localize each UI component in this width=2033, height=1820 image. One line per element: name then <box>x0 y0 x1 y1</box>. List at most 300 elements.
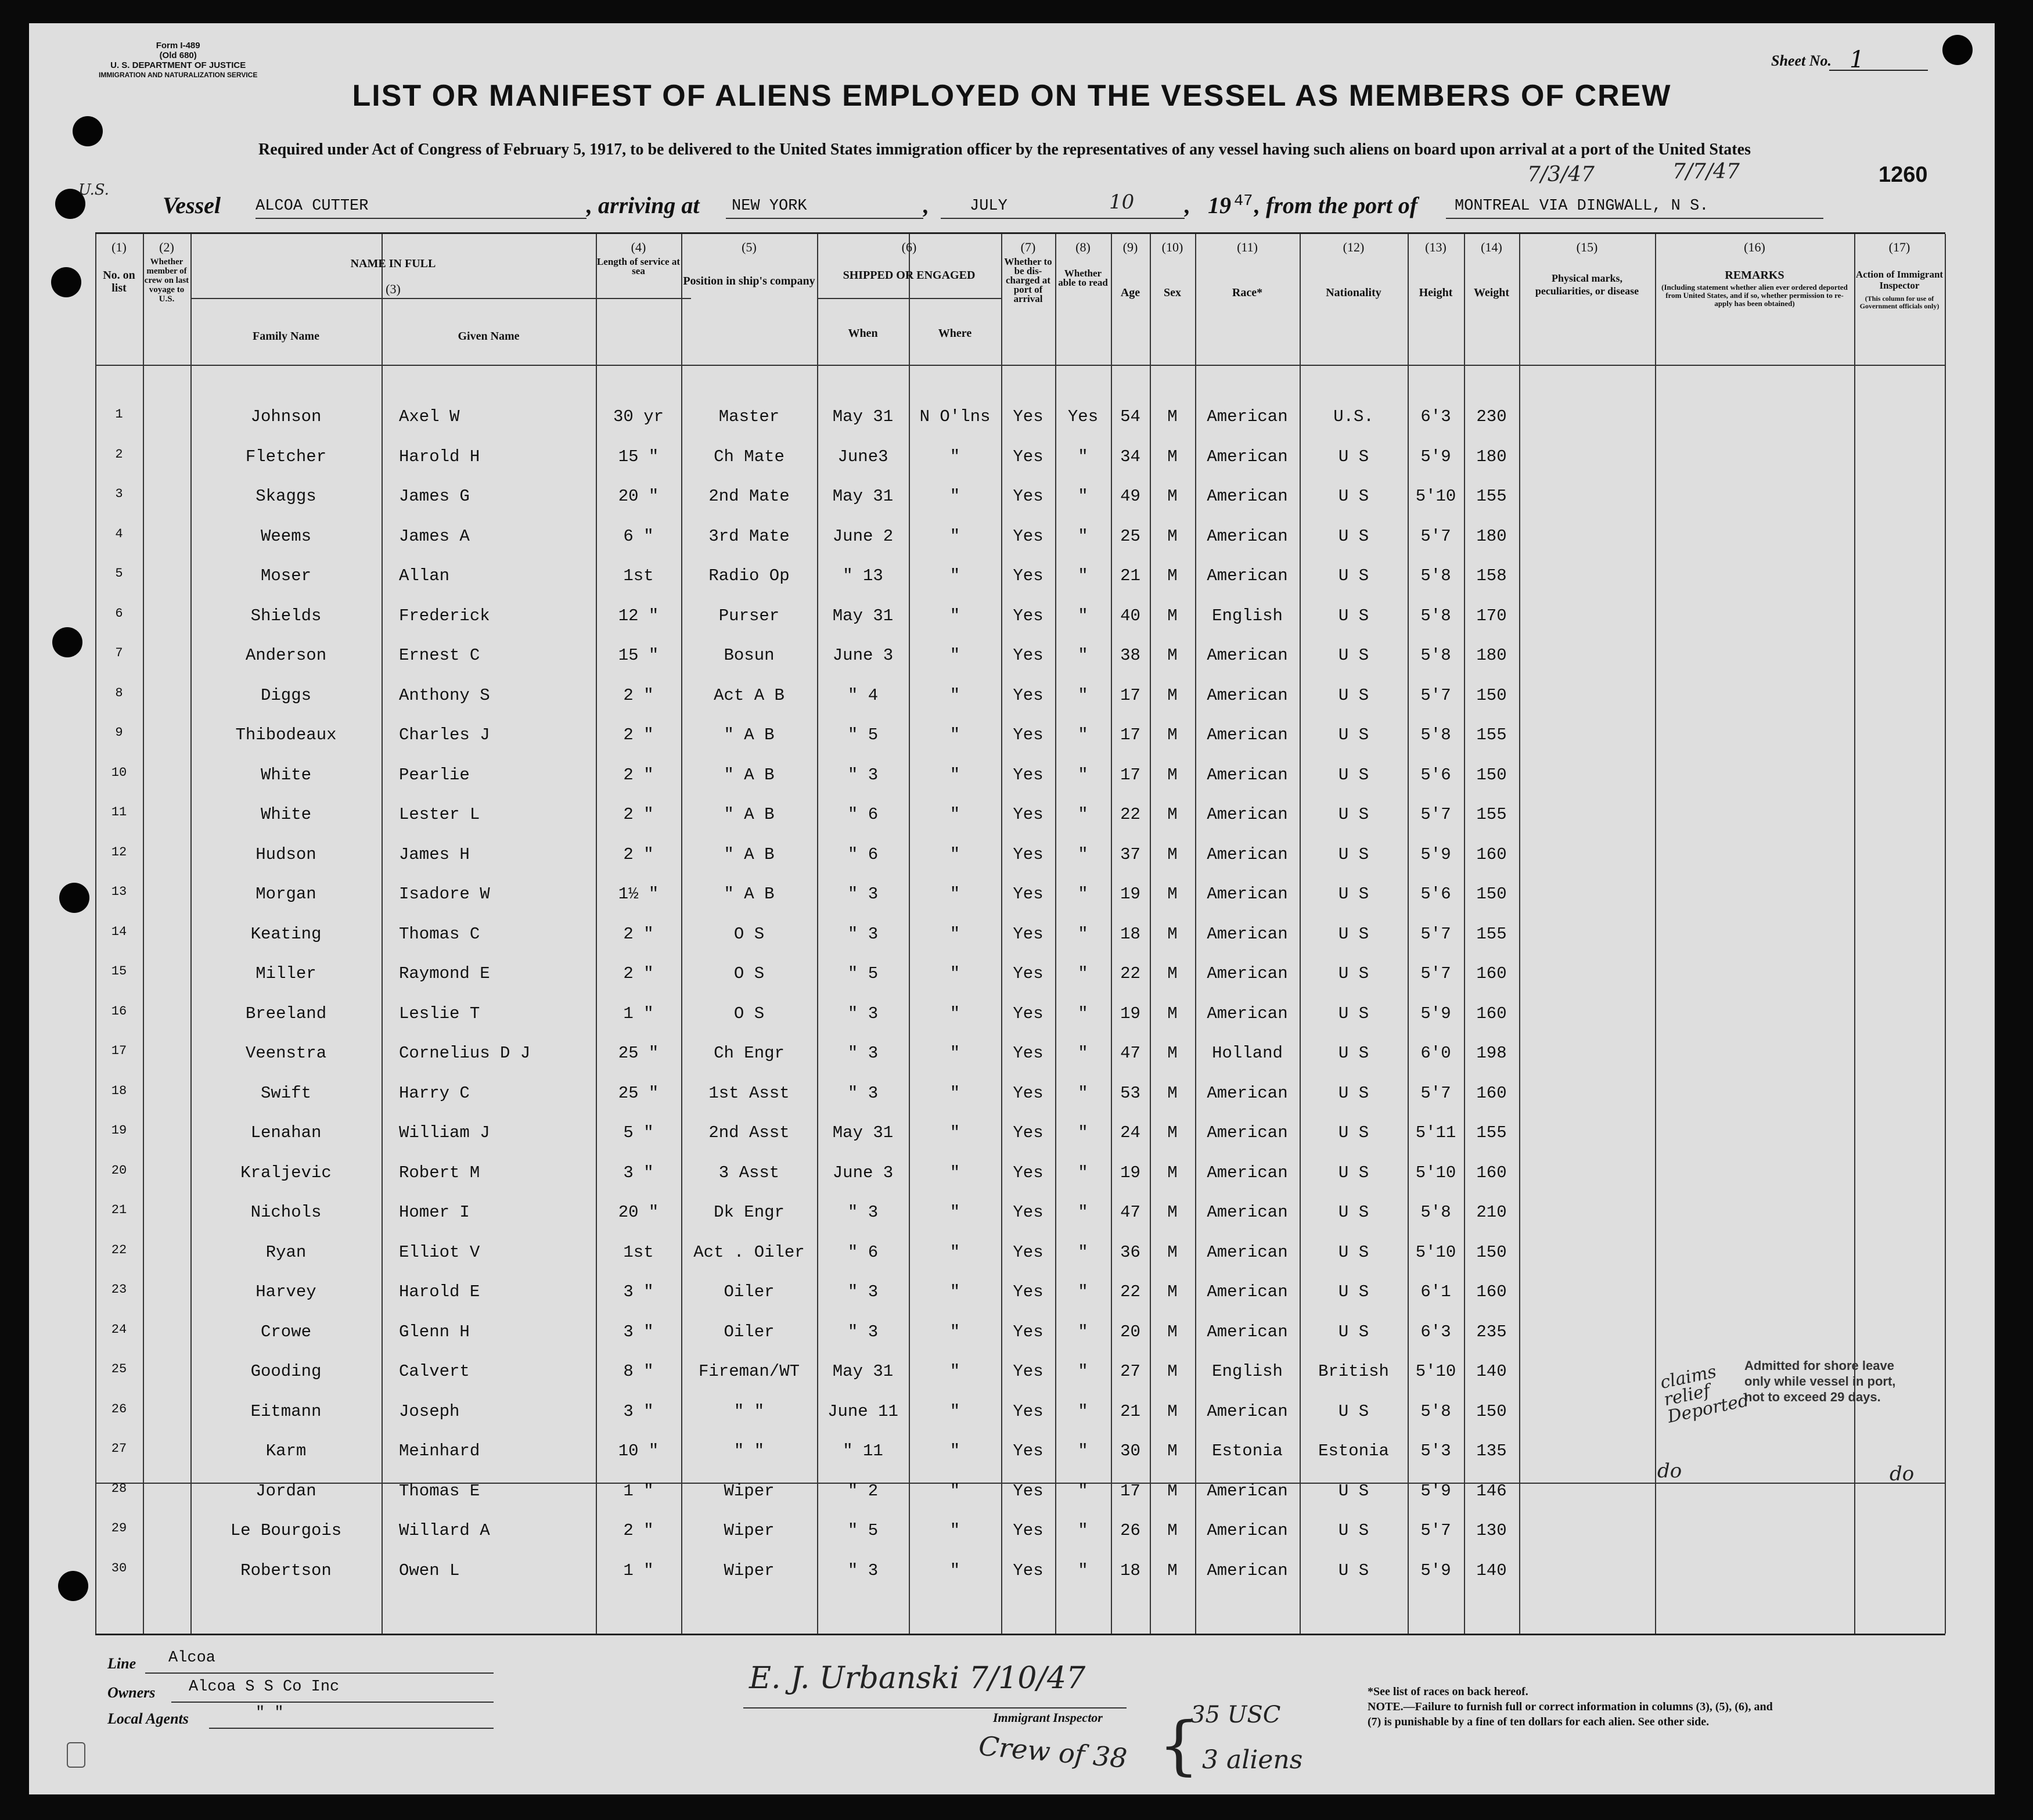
cell-race: American <box>1207 1560 1288 1580</box>
cell-family: Hudson <box>256 844 316 864</box>
cell-race: English <box>1212 1362 1283 1381</box>
table-row <box>95 800 1945 840</box>
cell-no: 12 <box>111 844 127 859</box>
cell-disch: Yes <box>1013 1083 1044 1103</box>
cell-race: American <box>1207 526 1288 546</box>
cell-race: American <box>1207 1521 1288 1540</box>
cell-given: Harold E <box>399 1282 480 1301</box>
cell-weight: 146 <box>1476 1481 1507 1501</box>
cell-where: " <box>949 566 960 585</box>
table-row <box>95 1079 1945 1119</box>
cell-sex: M <box>1167 1123 1178 1142</box>
cell-no: 1 <box>115 407 123 422</box>
cell-disch: Yes <box>1013 1322 1044 1341</box>
cell-family: Swift <box>260 1083 311 1103</box>
cell-weight: 230 <box>1476 407 1507 426</box>
header-nationality: Nationality <box>1326 286 1381 299</box>
cell-family: Nichols <box>250 1203 322 1222</box>
from-port: MONTREAL VIA DINGWALL, N S. <box>1455 197 1709 215</box>
header-sex: Sex <box>1164 286 1181 299</box>
cell-height: 5'8 <box>1420 1401 1451 1421</box>
cell-age: 21 <box>1120 566 1140 585</box>
cell-where: " <box>949 1123 960 1142</box>
cell-read: " <box>1078 1003 1088 1023</box>
header-remarks: REMARKS <box>1725 269 1784 282</box>
cell-disch: Yes <box>1013 1521 1044 1540</box>
cell-nat: U S <box>1338 526 1369 546</box>
cell-nat: U S <box>1338 1481 1369 1501</box>
cell-given: Lester L <box>399 805 480 824</box>
cell-height: 5'10 <box>1415 1362 1456 1381</box>
cell-race: American <box>1207 884 1288 904</box>
cell-where: " <box>949 1481 960 1501</box>
agents-value: " " <box>256 1704 284 1722</box>
cell-no: 18 <box>111 1083 127 1098</box>
cell-read: " <box>1078 884 1088 904</box>
cell-position: " A B <box>724 725 775 744</box>
cell-height: 5'7 <box>1420 1521 1451 1540</box>
cell-no: 23 <box>111 1282 127 1297</box>
cell-height: 6'3 <box>1420 407 1451 426</box>
cell-race: American <box>1207 924 1288 944</box>
punch-hole <box>1942 35 1973 65</box>
cell-no: 19 <box>111 1123 127 1138</box>
cell-disch: Yes <box>1013 1362 1044 1381</box>
cell-height: 5'7 <box>1420 805 1451 824</box>
cell-position: " " <box>733 1401 765 1421</box>
cell-nat: U S <box>1338 606 1369 625</box>
cell-where: " <box>949 646 960 665</box>
cell-age: 30 <box>1120 1441 1140 1461</box>
table-row <box>95 999 1945 1040</box>
cell-age: 18 <box>1120 924 1140 944</box>
cell-age: 22 <box>1120 805 1140 824</box>
cell-height: 5'7 <box>1420 964 1451 983</box>
cell-race: American <box>1207 487 1288 506</box>
cell-position: Oiler <box>724 1282 775 1301</box>
cell-read: " <box>1078 646 1088 665</box>
punch-hole <box>59 883 89 913</box>
cell-where: " <box>949 1362 960 1381</box>
cell-height: 5'8 <box>1420 566 1451 585</box>
owners-value: Alcoa S S Co Inc <box>189 1678 340 1696</box>
cell-when: " 5 <box>847 1521 879 1540</box>
cell-age: 19 <box>1120 1163 1140 1182</box>
cell-service: 25 " <box>618 1044 659 1063</box>
cell-no: 3 <box>115 487 123 501</box>
cell-given: Owen L <box>399 1560 460 1580</box>
cell-age: 17 <box>1120 1481 1140 1501</box>
table-row <box>95 641 1945 681</box>
cell-service: 10 " <box>618 1441 659 1461</box>
cell-sex: M <box>1167 1044 1178 1063</box>
col-number: (16) <box>1744 240 1765 254</box>
punch-hole <box>73 116 103 146</box>
cell-no: 7 <box>115 646 123 660</box>
cell-height: 5'8 <box>1420 1203 1451 1222</box>
ditto-action: do <box>1890 1462 1915 1486</box>
cell-service: 1 " <box>623 1560 654 1580</box>
cell-position: Ch Mate <box>714 447 785 466</box>
owners-label: Owners <box>107 1684 156 1701</box>
table-row <box>95 602 1945 642</box>
cell-read: Yes <box>1067 407 1099 426</box>
cell-family: White <box>260 805 311 824</box>
cell-where: " <box>949 447 960 466</box>
cell-no: 11 <box>111 805 127 819</box>
cell-race: Holland <box>1212 1044 1283 1063</box>
header-when: When <box>848 327 878 340</box>
cell-read: " <box>1078 526 1088 546</box>
col-number: (14) <box>1481 240 1502 254</box>
cell-read: " <box>1078 725 1088 744</box>
cell-where: " <box>949 1163 960 1182</box>
cell-nat: U S <box>1338 884 1369 904</box>
arrival-port: NEW YORK <box>732 197 807 215</box>
cell-race: American <box>1207 407 1288 426</box>
table-row <box>95 1516 1945 1556</box>
table-row <box>95 1278 1945 1318</box>
cell-nat: U S <box>1338 844 1369 864</box>
cell-sex: M <box>1167 884 1178 904</box>
col-number: (7) <box>1020 240 1036 254</box>
cell-no: 13 <box>111 884 127 899</box>
cell-read: " <box>1078 447 1088 466</box>
cell-no: 5 <box>115 566 123 581</box>
cell-race: American <box>1207 844 1288 864</box>
header-where: Where <box>938 327 972 340</box>
cell-when: " 6 <box>847 805 879 824</box>
cell-where: " <box>949 725 960 744</box>
form-number: Form I-489 <box>156 41 200 51</box>
cell-family: Karm <box>265 1441 307 1461</box>
cell-race: American <box>1207 1003 1288 1023</box>
cell-where: " <box>949 1203 960 1222</box>
col-number: (12) <box>1343 240 1365 254</box>
cell-given: Willard A <box>399 1521 490 1540</box>
cell-when: " 5 <box>847 964 879 983</box>
cell-where: " <box>949 884 960 904</box>
cell-race: American <box>1207 725 1288 744</box>
cell-race: American <box>1207 1322 1288 1341</box>
cell-sex: M <box>1167 805 1178 824</box>
cell-no: 9 <box>115 725 123 740</box>
cell-nat: U S <box>1338 1003 1369 1023</box>
cell-where: " <box>949 685 960 705</box>
cell-age: 47 <box>1120 1203 1140 1222</box>
header-action: Action of Immigrant Inspector <box>1855 269 1944 291</box>
cell-position: 1st Asst <box>708 1083 790 1103</box>
table-row <box>95 681 1945 721</box>
header-name: NAME IN FULL <box>350 257 436 270</box>
cell-family: Ryan <box>265 1242 307 1262</box>
cell-given: Frederick <box>399 606 490 625</box>
table-row <box>95 1159 1945 1199</box>
cell-position: " A B <box>724 765 775 785</box>
cell-height: 5'9 <box>1420 447 1451 466</box>
cell-sex: M <box>1167 1083 1178 1103</box>
cell-nat: U S <box>1338 1322 1369 1341</box>
cell-read: " <box>1078 924 1088 944</box>
cell-service: 3 " <box>623 1401 654 1421</box>
arrival-day: 10 <box>1109 190 1135 214</box>
line-value: Alcoa <box>168 1649 216 1667</box>
cell-weight: 160 <box>1476 1003 1507 1023</box>
cell-where: N O'lns <box>919 407 991 426</box>
cell-height: 6'0 <box>1420 1044 1451 1063</box>
cell-race: Estonia <box>1212 1441 1283 1461</box>
cell-position: 3 Asst <box>718 1163 780 1182</box>
cell-sex: M <box>1167 606 1178 625</box>
cell-race: American <box>1207 1401 1288 1421</box>
cell-sex: M <box>1167 1481 1178 1501</box>
cell-age: 38 <box>1120 646 1140 665</box>
cell-service: 12 " <box>618 606 659 625</box>
cell-service: 20 " <box>618 1203 659 1222</box>
cell-service: 1 " <box>623 1003 654 1023</box>
cell-given: Elliot V <box>399 1242 480 1262</box>
table-row <box>95 721 1945 761</box>
cell-position: " A B <box>724 884 775 904</box>
table-row <box>95 920 1945 960</box>
from-port-underline <box>1446 218 1823 219</box>
cell-family: Lenahan <box>250 1123 322 1142</box>
cell-given: Leslie T <box>399 1003 480 1023</box>
cell-no: 8 <box>115 685 123 700</box>
cell-given: James H <box>399 844 470 864</box>
cell-when: May 31 <box>832 407 894 426</box>
cell-disch: Yes <box>1013 924 1044 944</box>
cell-nat: U S <box>1338 487 1369 506</box>
service-name: IMMIGRATION AND NATURALIZATION SERVICE <box>99 71 258 79</box>
cell-nat: U S <box>1338 924 1369 944</box>
cell-position: " A B <box>724 805 775 824</box>
header-able-read: Whether able to read <box>1058 268 1108 288</box>
cell-height: 5'11 <box>1415 1123 1456 1142</box>
cell-height: 5'8 <box>1420 646 1451 665</box>
cell-race: American <box>1207 805 1288 824</box>
cell-sex: M <box>1167 1441 1178 1461</box>
cell-position: Bosun <box>724 646 775 665</box>
cell-age: 26 <box>1120 1521 1140 1540</box>
shipped-subheader-line <box>817 298 1001 299</box>
cell-read: " <box>1078 805 1088 824</box>
cell-given: Raymond E <box>399 964 490 983</box>
col-number: (17) <box>1888 240 1910 254</box>
cell-race: American <box>1207 685 1288 705</box>
cell-where: " <box>949 1401 960 1421</box>
cell-age: 49 <box>1120 487 1140 506</box>
table-row <box>95 880 1945 920</box>
cell-sex: M <box>1167 1282 1178 1301</box>
cell-race: American <box>1207 447 1288 466</box>
cell-when: " 6 <box>847 1242 879 1262</box>
cell-when: " 4 <box>847 685 879 705</box>
cell-nat: U S <box>1338 1521 1369 1540</box>
prefix-note: U.S. <box>78 181 109 199</box>
cell-weight: 170 <box>1476 606 1507 625</box>
line-underline <box>145 1672 494 1674</box>
form-identifier <box>99 41 257 80</box>
cell-service: 2 " <box>623 1521 654 1540</box>
cell-when: " 3 <box>847 1083 879 1103</box>
cell-nat: U S <box>1338 566 1369 585</box>
cell-age: 27 <box>1120 1362 1140 1381</box>
cell-service: 3 " <box>623 1282 654 1301</box>
cell-family: Harvey <box>256 1282 316 1301</box>
cell-no: 6 <box>115 606 123 621</box>
cell-nat: U S <box>1338 1242 1369 1262</box>
port-underline <box>726 218 923 219</box>
cell-nat: U S <box>1338 725 1369 744</box>
header-discharged: Whether to be dis-charged at port of arrival <box>1004 256 1052 304</box>
cell-when: June 2 <box>832 526 894 546</box>
cell-weight: 180 <box>1476 646 1507 665</box>
cell-race: American <box>1207 1242 1288 1262</box>
table-row <box>95 1318 1945 1358</box>
cell-where: " <box>949 805 960 824</box>
cell-position: O S <box>733 964 765 983</box>
cell-sex: M <box>1167 765 1178 785</box>
cell-service: 20 " <box>618 487 659 506</box>
table-row <box>95 1039 1945 1079</box>
cell-weight: 160 <box>1476 964 1507 983</box>
cell-family: Keating <box>250 924 322 944</box>
sheet-number: 1 <box>1850 46 1865 73</box>
cell-height: 5'7 <box>1420 1083 1451 1103</box>
cell-height: 5'6 <box>1420 765 1451 785</box>
cell-read: " <box>1078 1083 1088 1103</box>
cell-when: " 2 <box>847 1481 879 1501</box>
year-prefix: 19 <box>1208 192 1231 218</box>
shore-leave-stamp: Admitted for shore leave only while vessel in port, not to exceed 29 days. <box>1744 1358 1896 1404</box>
cell-height: 6'3 <box>1420 1322 1451 1341</box>
cell-when: " 11 <box>843 1441 883 1461</box>
cell-weight: 140 <box>1476 1362 1507 1381</box>
cell-read: " <box>1078 1282 1088 1301</box>
cell-given: Glenn H <box>399 1322 470 1341</box>
cell-age: 47 <box>1120 1044 1140 1063</box>
cell-read: " <box>1078 1521 1088 1540</box>
comma: , <box>923 192 929 218</box>
cell-disch: Yes <box>1013 1044 1044 1063</box>
cell-service: 3 " <box>623 1163 654 1182</box>
cell-read: " <box>1078 566 1088 585</box>
cell-age: 17 <box>1120 685 1140 705</box>
cell-race: American <box>1207 646 1288 665</box>
name-subheader-line <box>190 298 691 299</box>
cell-position: Dk Engr <box>714 1203 785 1222</box>
cell-height: 5'8 <box>1420 606 1451 625</box>
cell-sex: M <box>1167 566 1178 585</box>
cell-disch: Yes <box>1013 725 1044 744</box>
sheet-underline <box>1829 70 1928 71</box>
cell-given: Thomas C <box>399 924 480 944</box>
cell-where: " <box>949 1242 960 1262</box>
cell-no: 30 <box>111 1560 127 1576</box>
cell-race: American <box>1207 1083 1288 1103</box>
table-row <box>95 482 1945 522</box>
cell-where: " <box>949 487 960 506</box>
cell-read: " <box>1078 1441 1088 1461</box>
agents-label: Local Agents <box>107 1710 189 1727</box>
cell-no: 4 <box>115 526 123 541</box>
crew-count-note: Crew of 38 <box>977 1729 1129 1775</box>
cell-where: " <box>949 1003 960 1023</box>
cell-race: American <box>1207 765 1288 785</box>
cell-given: Ernest C <box>399 646 480 665</box>
cell-weight: 235 <box>1476 1322 1507 1341</box>
punch-hole <box>51 267 81 297</box>
cell-sex: M <box>1167 924 1178 944</box>
cell-when: " 3 <box>847 1203 879 1222</box>
cell-height: 5'7 <box>1420 685 1451 705</box>
cell-given: Harry C <box>399 1083 470 1103</box>
cell-age: 25 <box>1120 526 1140 546</box>
cell-where: " <box>949 606 960 625</box>
table-row <box>95 443 1945 483</box>
cell-weight: 198 <box>1476 1044 1507 1063</box>
cell-age: 22 <box>1120 964 1140 983</box>
cell-when: " 3 <box>847 884 879 904</box>
cell-age: 19 <box>1120 884 1140 904</box>
cell-service: 2 " <box>623 725 654 744</box>
cell-weight: 155 <box>1476 1123 1507 1142</box>
cell-disch: Yes <box>1013 1123 1044 1142</box>
vessel-label: Vessel <box>163 192 221 218</box>
cell-weight: 160 <box>1476 1083 1507 1103</box>
cell-nat: U S <box>1338 685 1369 705</box>
cell-sex: M <box>1167 685 1178 705</box>
table-row <box>95 562 1945 602</box>
cell-family: Anderson <box>245 646 327 665</box>
cell-family: Fletcher <box>245 447 327 466</box>
cell-sex: M <box>1167 725 1178 744</box>
cell-position: O S <box>733 924 765 944</box>
cell-age: 17 <box>1120 765 1140 785</box>
cell-height: 5'7 <box>1420 924 1451 944</box>
cell-height: 5'7 <box>1420 526 1451 546</box>
col-number: (11) <box>1237 240 1258 254</box>
cell-sex: M <box>1167 487 1178 506</box>
cell-disch: Yes <box>1013 447 1044 466</box>
cell-no: 25 <box>111 1362 127 1376</box>
brace-mark: { <box>1158 1708 1199 1782</box>
arriving-label: , arriving at <box>586 192 700 218</box>
table-row <box>95 522 1945 562</box>
cell-when: " 3 <box>847 1560 879 1580</box>
cell-where: " <box>949 1282 960 1301</box>
cell-service: 8 " <box>623 1362 654 1381</box>
cell-position: Master <box>718 407 780 426</box>
cell-disch: Yes <box>1013 1242 1044 1262</box>
cell-nat: U S <box>1338 1282 1369 1301</box>
col-number: (4) <box>631 240 646 254</box>
cell-disch: Yes <box>1013 566 1044 585</box>
cell-age: 21 <box>1120 1401 1140 1421</box>
cell-when: " 3 <box>847 1322 879 1341</box>
cell-age: 34 <box>1120 447 1140 466</box>
cell-nat: U S <box>1338 1401 1369 1421</box>
cell-height: 5'8 <box>1420 725 1451 744</box>
cell-position: Wiper <box>724 1521 775 1540</box>
header-action-sub: (This column for use of Government officials only) <box>1859 294 1940 310</box>
cell-read: " <box>1078 844 1088 864</box>
cell-where: " <box>949 964 960 983</box>
cell-when: June 3 <box>832 1163 894 1182</box>
cell-given: James G <box>399 487 470 506</box>
cell-no: 20 <box>111 1163 127 1178</box>
